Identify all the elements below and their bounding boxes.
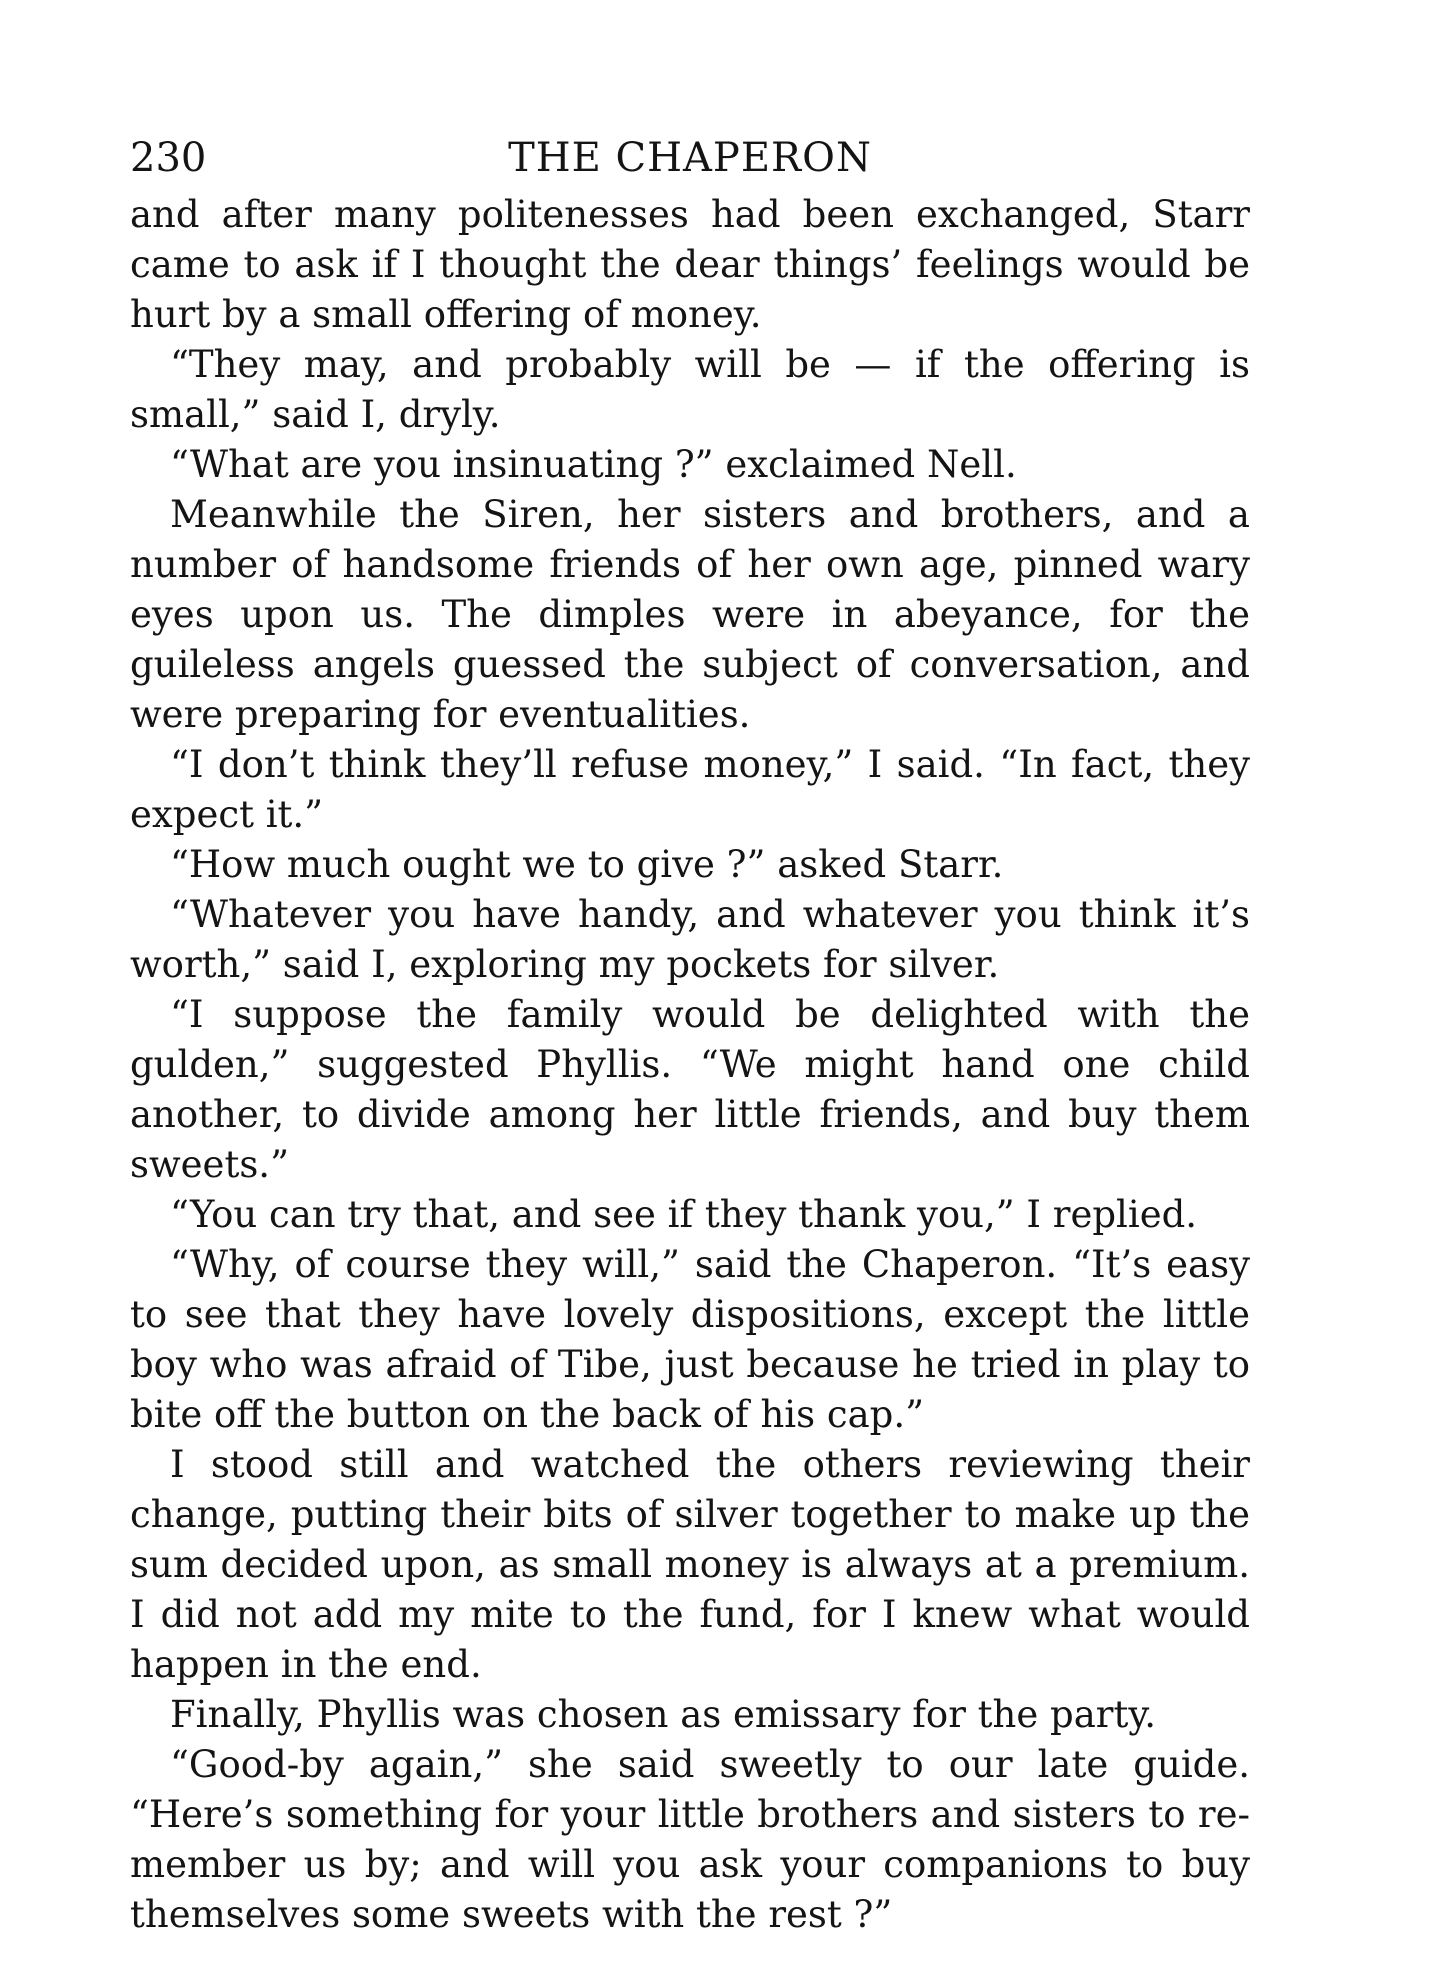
page-number: 230 (130, 135, 207, 181)
paragraph: “I suppose the family would be delighted with the gulden,” suggested Phyllis. “We might hand one child another, to divide among her little friends, and buy them sweets.” (130, 993, 1250, 1186)
paragraph: “I don’t think they’ll refuse money,” I said. “In fact, they expect it.” (130, 743, 1250, 836)
paragraph: Meanwhile the Siren, her sisters and brothers, and a number of handsome friends of her own age, pinned wary eyes upon us. The dimples were in abeyance, for the guileless angels guessed the subject of conversation, and were preparing for eventualities. (130, 493, 1250, 736)
running-title: THE CHAPERON (508, 135, 872, 181)
body-text (130, 190, 1250, 1940)
paragraph: “You can try that, and see if they thank you,” I replied. (170, 1193, 1198, 1236)
paragraph: “Why, of course they will,” said the Chaperon. “It’s easy to see that they have lovely dispositions, except the little boy who was afraid of Tibe, just because he tried in play to bite off the button on the back of his cap.” (130, 1243, 1250, 1436)
paragraph: and after many politenesses had been exchanged, Starr came to ask if I thought the dear things’ feelings would be hurt by a small offering of money. (130, 193, 1250, 336)
paragraph: I stood still and watched the others reviewing their change, putting their bits of silver together to make up the sum decided upon, as small money is always at a premium. I did not add my mite to the fund, for I knew what would happen in the end. (130, 1443, 1250, 1686)
paragraph: “What are you insinuating ?” exclaimed Nell. (170, 443, 1017, 486)
paragraph: “They may, and probably will be — if the offering is small,” said I, dryly. (130, 343, 1250, 436)
page-header (130, 128, 1250, 188)
paragraph: “Good-by again,” she said sweetly to our late guide. “Here’s something for your little brothers and sisters to remember us by; and will you ask your companions to buy themselves some sweets with the rest ?” (130, 1743, 1250, 1936)
paragraph: “How much ought we to give ?” asked Starr. (170, 843, 1004, 886)
paragraph: “Whatever you have handy, and whatever you think it’s worth,” said I, exploring my pockets for silver. (130, 893, 1250, 986)
paragraph: Finally, Phyllis was chosen as emissary for the party. (170, 1693, 1157, 1736)
